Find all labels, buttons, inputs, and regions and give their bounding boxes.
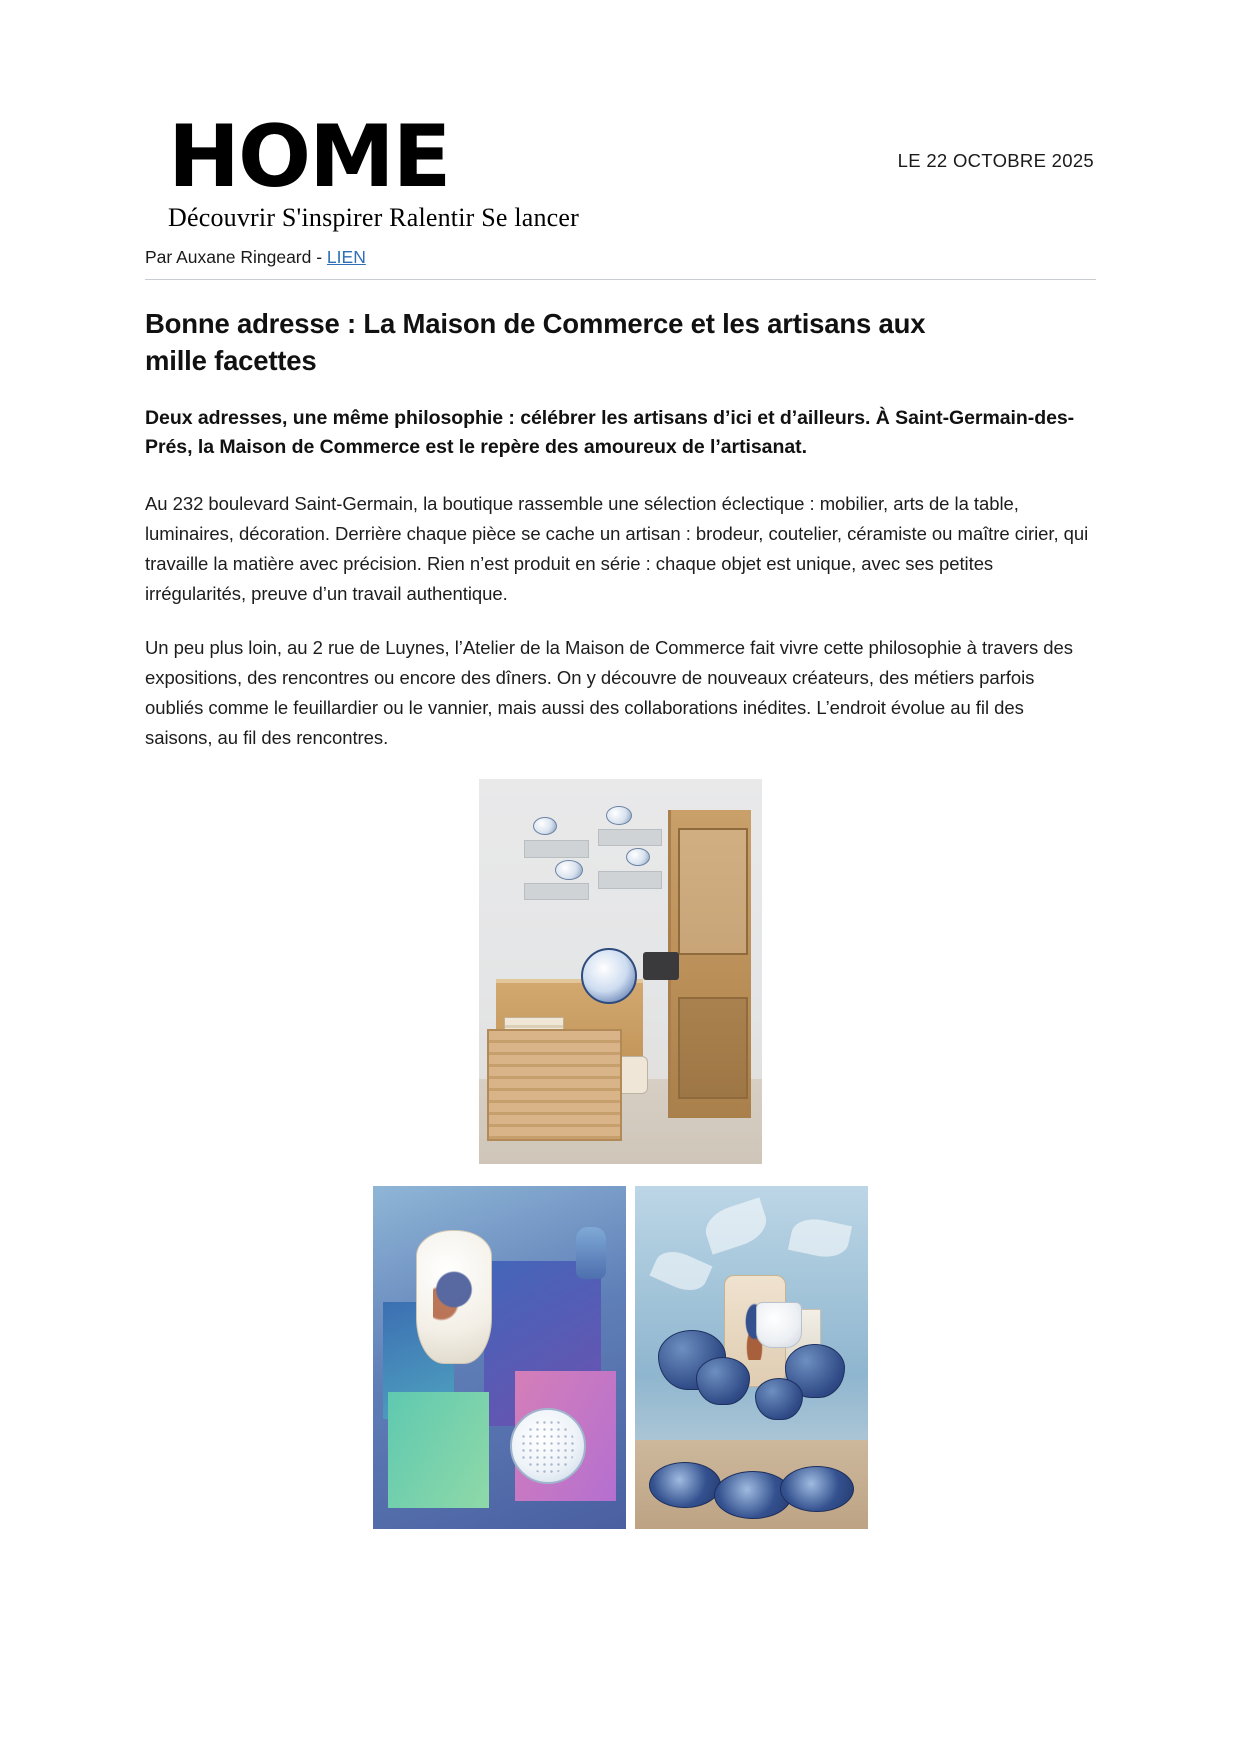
publication-logo bbox=[168, 107, 580, 233]
figure-hero bbox=[145, 779, 1096, 1164]
issue-date: LE 22 OCTOBRE 2025 bbox=[897, 150, 1094, 171]
masthead bbox=[145, 0, 1096, 233]
byline-link[interactable]: LIEN bbox=[326, 247, 366, 268]
logo-wordmark: HOME bbox=[168, 107, 450, 207]
image-blue-ceramics bbox=[635, 1186, 868, 1529]
article-paragraph-2: Un peu plus loin, au 2 rue de Luynes, l’Atelier de la Maison de Commerce fait vivre cette philosophie à travers des expositions, des rencontres ou encore des dîners. On y découvre de nouveaux créateurs, des métiers parfois oubliés comme le feuillardier ou le vannier, mais aussi des collaborations inédites. L’endroit évolue au fil des saisons, au fil des rencontres. bbox=[145, 636, 1073, 748]
article-standfirst: Deux adresses, une même philosophie : célébrer les artisans d’ici et d’ailleurs. À Saint-Germain-des-Prés, la Maison de Commerce est le repère des amoureux de l’artisanat. bbox=[145, 406, 1075, 459]
byline-author: Par Auxane Ringeard - bbox=[145, 247, 327, 268]
figure-pair bbox=[145, 1186, 1096, 1529]
article-paragraph-1: Au 232 boulevard Saint-Germain, la boutique rassemble une sélection éclectique : mobilier, arts de la table, luminaires, décoration. Derrière chaque pièce se cache un artisan : brodeur, coutelier, céramiste ou maître cirier, qui travaille la matière avec précision. Rien n’est produit en série : chaque objet est unique, avec ses petites irrégularités, preuve d’un travail authentique. bbox=[145, 493, 1089, 604]
logo-tagline: Découvrir S'inspirer Ralentir Se lancer bbox=[168, 203, 580, 233]
image-boutique-interior bbox=[479, 779, 762, 1164]
page-title: Bonne adresse : La Maison de Commerce et les artisans aux mille facettes bbox=[145, 308, 926, 376]
image-vitrine-display bbox=[373, 1186, 626, 1529]
byline bbox=[145, 247, 1096, 280]
article-body bbox=[145, 280, 1096, 1529]
